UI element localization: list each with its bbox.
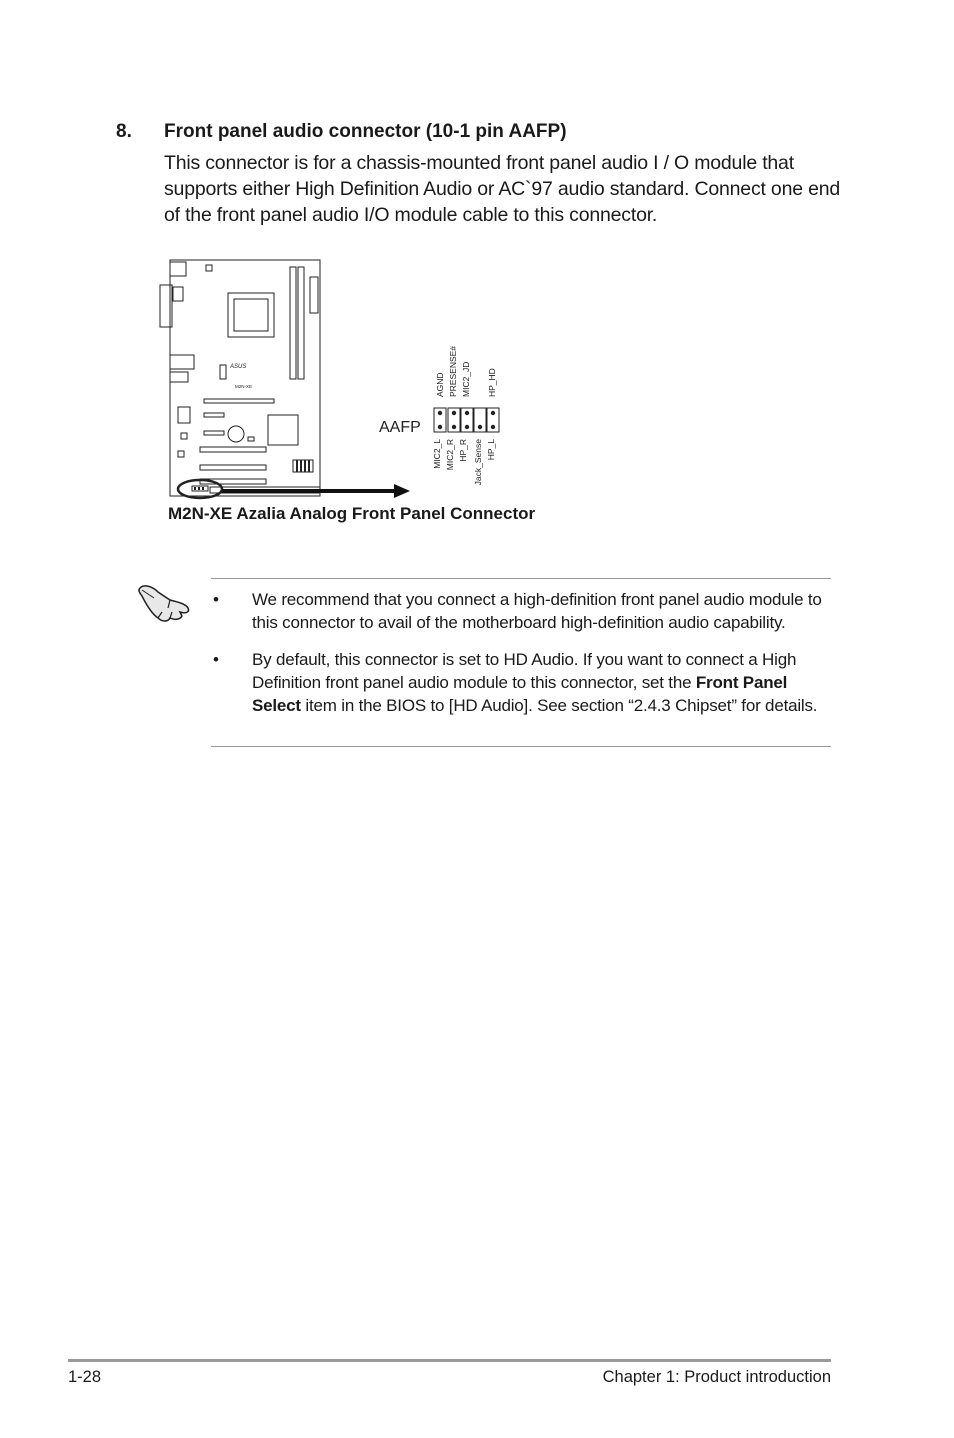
motherboard-diagram — [150, 255, 570, 505]
note-top-rule — [211, 578, 831, 579]
pin-label-jack-sense: Jack_Sense — [473, 439, 483, 486]
bullet: • — [213, 590, 219, 609]
pin-label-agnd: AGND — [435, 372, 445, 397]
connector-label: AAFP — [379, 419, 421, 436]
pin-top — [452, 411, 456, 415]
section-number: 8. — [116, 121, 132, 142]
note-item-2-text-a: By default, this connector is set to HD Audio. If you want to connect a High Definition front panel audio module to this connector, set the — [252, 650, 797, 692]
dimm-slot — [298, 267, 304, 379]
section-body: This connector is for a chassis-mounted front panel audio I / O module that supports either High Definition Audio or AC`97 audio standard. Connect one end of the front panel audio I/O module cable to this connector. — [164, 152, 841, 226]
bullet: • — [213, 650, 219, 669]
footer-rule — [68, 1359, 831, 1362]
cpu-socket — [228, 293, 274, 337]
page-number: 1-28 — [68, 1368, 102, 1386]
pin-label-mic2-l: MIC2_L — [432, 439, 442, 469]
board-model: M2N-XE — [235, 384, 253, 389]
pin-bottom — [452, 425, 456, 429]
pin-label-hp-l: HP_L — [486, 439, 496, 461]
pin-label-presense: PRESENSE# — [448, 345, 458, 397]
pin-label-hp-r: HP_R — [458, 439, 468, 462]
pin-top — [438, 411, 442, 415]
section-title: Front panel audio connector (10-1 pin AAFP) — [164, 121, 567, 142]
pin-top — [465, 411, 469, 415]
note-item-2-text — [252, 648, 837, 717]
chipset — [268, 415, 298, 445]
pin-label-mic2-r: MIC2_R — [445, 439, 455, 471]
pin-bottom — [465, 425, 469, 429]
pin-bottom — [491, 425, 495, 429]
dimm-slot — [290, 267, 296, 379]
note-item-2-text-b: item in the BIOS to [HD Audio]. See section “2.4.3 Chipset” for details. — [300, 696, 818, 715]
note-item-1 — [213, 588, 843, 636]
hand-pointer-icon — [134, 578, 194, 626]
note-item-1-text: We recommend that you connect a high-definition front panel audio module to this connector to avail of the motherboard high-definition audio capability. — [252, 590, 822, 632]
pin-top — [491, 411, 495, 415]
note-item-2-bold: Front Panel Select — [252, 673, 788, 715]
diagram-caption: M2N-XE Azalia Analog Front Panel Connector — [168, 504, 536, 523]
pin-bottom — [438, 425, 442, 429]
chapter-title: Chapter 1: Product introduction — [602, 1368, 831, 1386]
pci-slot — [200, 465, 266, 470]
pin-label-hp-hd: HP_HD — [487, 368, 497, 397]
battery — [228, 426, 244, 442]
note-item-2 — [213, 648, 843, 744]
pointer-arrowhead — [394, 484, 410, 498]
pci-slot — [200, 447, 266, 452]
pin-label-mic2-jd: MIC2_JD — [461, 361, 471, 397]
note-bottom-rule — [211, 746, 831, 747]
board-logo: ASUS — [230, 364, 247, 370]
pin-bottom — [478, 425, 482, 429]
